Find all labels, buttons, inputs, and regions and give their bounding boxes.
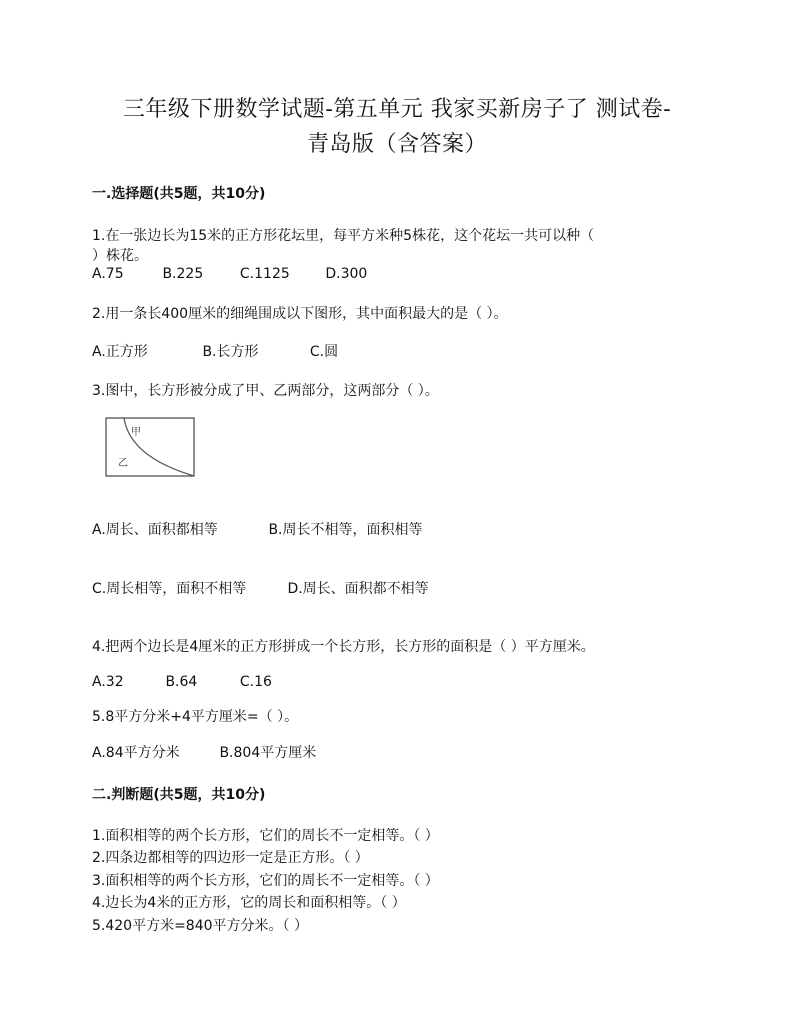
question-3-rectangle-figure xyxy=(100,415,200,481)
document-title-line-1: 三年级下册数学试题-第五单元 我家买新房子了 测试卷- xyxy=(122,97,672,122)
figure-label-yi: 乙 xyxy=(118,458,128,469)
question-1-option-c: C.1125 xyxy=(239,266,290,282)
question-5-text: 5.8平方分米+4平方厘米=（ ）。 xyxy=(92,709,299,725)
question-3-option-a: A.周长、面积都相等 xyxy=(92,522,218,538)
question-2-options xyxy=(92,341,338,361)
question-1-text-line-1: 1.在一张边长为15米的正方形花坛里，每平方米种5株花，这个花坛一共可以种（ xyxy=(92,228,595,244)
judgment-item-2: 2.四条边都相等的四边形一定是正方形。（ ） xyxy=(92,850,369,866)
judgment-item-1: 1.面积相等的两个长方形，它们的周长不一定相等。（ ） xyxy=(92,828,439,844)
question-4-text: 4.把两个边长是4厘米的正方形拼成一个长方形，长方形的面积是（ ）平方厘米。 xyxy=(92,639,595,655)
question-4-options xyxy=(92,674,272,690)
question-2-option-c: C.圆 xyxy=(309,344,339,360)
figure-label-jia: 甲 xyxy=(131,427,141,438)
question-2-text: 2.用一条长400厘米的细绳围成以下图形，其中面积最大的是（ ）。 xyxy=(92,306,508,322)
question-1-option-b: B.225 xyxy=(162,266,204,282)
question-5-option-a: A.84平方分米 xyxy=(92,745,180,761)
question-3-option-b: B.周长不相等，面积相等 xyxy=(268,522,423,538)
question-3-options-row-1 xyxy=(92,519,423,539)
judgment-item-3: 3.面积相等的两个长方形，它们的周长不一定相等。（ ） xyxy=(92,873,439,889)
section-1-heading: 一.选择题(共5题，共10分) xyxy=(92,186,266,202)
question-3-option-c: C.周长相等，面积不相等 xyxy=(92,581,247,597)
question-5-options xyxy=(92,742,316,762)
judgment-item-4: 4.边长为4米的正方形，它的周长和面积相等。（ ） xyxy=(92,895,406,911)
section-2-heading: 二.判断题(共5题，共10分) xyxy=(92,787,266,803)
question-4-option-b: B.64 xyxy=(165,674,198,690)
question-1-option-d: D.300 xyxy=(325,266,368,282)
question-4-option-a: A.32 xyxy=(92,674,124,690)
question-4-option-c: C.16 xyxy=(239,674,272,690)
judgment-item-5: 5.420平方米=840平方分米。（ ） xyxy=(92,918,308,934)
question-5-option-b: B.804平方厘米 xyxy=(219,745,317,761)
question-3-option-d: D.周长、面积都不相等 xyxy=(287,581,429,597)
question-3-options-row-2 xyxy=(92,578,429,598)
question-1-text-line-2: ）株花。 xyxy=(92,248,148,264)
document-title-line-2: 青岛版（含答案） xyxy=(306,132,487,157)
question-2-option-b: B.长方形 xyxy=(202,344,259,360)
question-1-option-a: A.75 xyxy=(92,266,124,282)
question-2-option-a: A.正方形 xyxy=(92,344,148,360)
question-1-options xyxy=(92,266,367,282)
question-3-text: 3.图中，长方形被分成了甲、乙两部分，这两部分（ ）。 xyxy=(92,383,439,399)
